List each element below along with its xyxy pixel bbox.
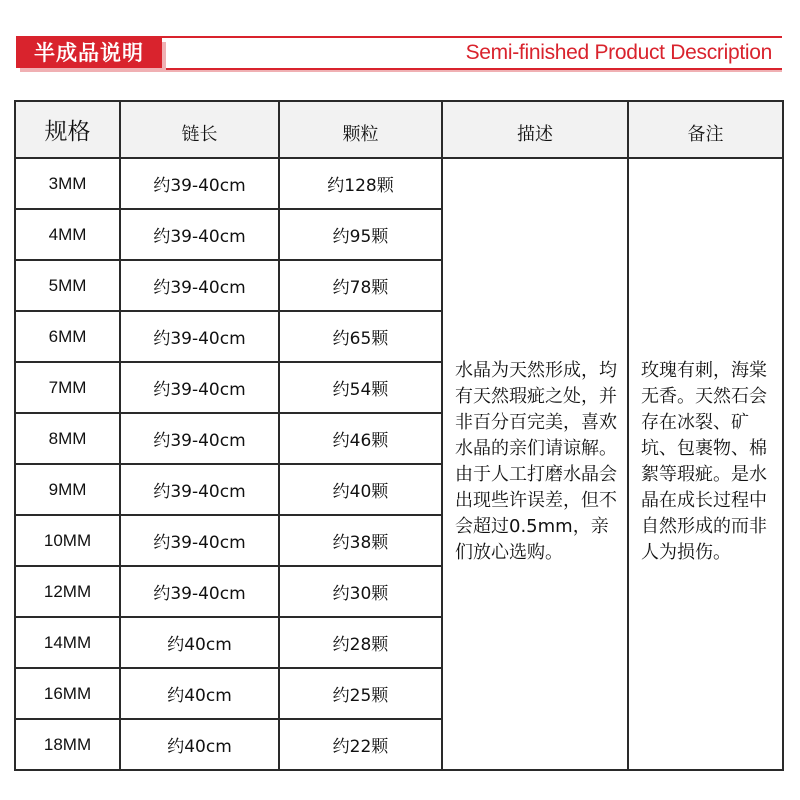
table-row [15, 158, 783, 209]
length-cell: 约39-40cm [120, 362, 279, 413]
size-cell: 16MM [15, 668, 120, 719]
column-header-remark: 备注 [628, 101, 783, 158]
beads-cell: 约95颗 [279, 209, 442, 260]
size-cell: 8MM [15, 413, 120, 464]
length-cell: 约40cm [120, 719, 279, 770]
size-cell: 14MM [15, 617, 120, 668]
table-header-row [15, 101, 783, 158]
size-cell: 12MM [15, 566, 120, 617]
length-cell: 约39-40cm [120, 413, 279, 464]
remark-cell: 玫瑰有刺，海棠无香。天然石会存在冰裂、矿坑、包裹物、棉絮等瑕疵。是水晶在成长过程中自然形成的而非人为损伤。 [628, 158, 783, 770]
size-cell: 9MM [15, 464, 120, 515]
spec-table [14, 100, 784, 771]
size-cell: 5MM [15, 260, 120, 311]
beads-cell: 约25颗 [279, 668, 442, 719]
description-cell: 水晶为天然形成，均有天然瑕疵之处，并非百分百完美，喜欢水晶的亲们请谅解。由于人工打磨水晶会出现些许误差，但不会超过0.5mm，亲们放心选购。 [442, 158, 628, 770]
size-cell: 18MM [15, 719, 120, 770]
length-cell: 约39-40cm [120, 566, 279, 617]
length-cell: 约40cm [120, 668, 279, 719]
header-bottom-rule [166, 68, 782, 70]
length-cell: 约39-40cm [120, 311, 279, 362]
length-cell: 约39-40cm [120, 209, 279, 260]
beads-cell: 约46颗 [279, 413, 442, 464]
size-cell: 4MM [15, 209, 120, 260]
size-cell: 6MM [15, 311, 120, 362]
size-cell: 7MM [15, 362, 120, 413]
section-header [16, 32, 782, 72]
beads-cell: 约38颗 [279, 515, 442, 566]
length-cell: 约39-40cm [120, 464, 279, 515]
length-cell: 约40cm [120, 617, 279, 668]
size-cell: 10MM [15, 515, 120, 566]
beads-cell: 约78颗 [279, 260, 442, 311]
beads-cell: 约65颗 [279, 311, 442, 362]
header-title-cn: 半成品说明 [16, 38, 162, 68]
beads-cell: 约30颗 [279, 566, 442, 617]
column-header-length: 链长 [120, 101, 279, 158]
length-cell: 约39-40cm [120, 158, 279, 209]
column-header-beads: 颗粒 [279, 101, 442, 158]
length-cell: 约39-40cm [120, 515, 279, 566]
beads-cell: 约128颗 [279, 158, 442, 209]
header-bottom-rule-shadow [166, 70, 782, 72]
beads-cell: 约28颗 [279, 617, 442, 668]
beads-cell: 约40颗 [279, 464, 442, 515]
header-title-en: Semi-finished Product Description [465, 41, 772, 64]
length-cell: 约39-40cm [120, 260, 279, 311]
beads-cell: 约22颗 [279, 719, 442, 770]
size-cell: 3MM [15, 158, 120, 209]
beads-cell: 约54颗 [279, 362, 442, 413]
column-header-description: 描述 [442, 101, 628, 158]
column-header-size: 规格 [15, 101, 120, 158]
